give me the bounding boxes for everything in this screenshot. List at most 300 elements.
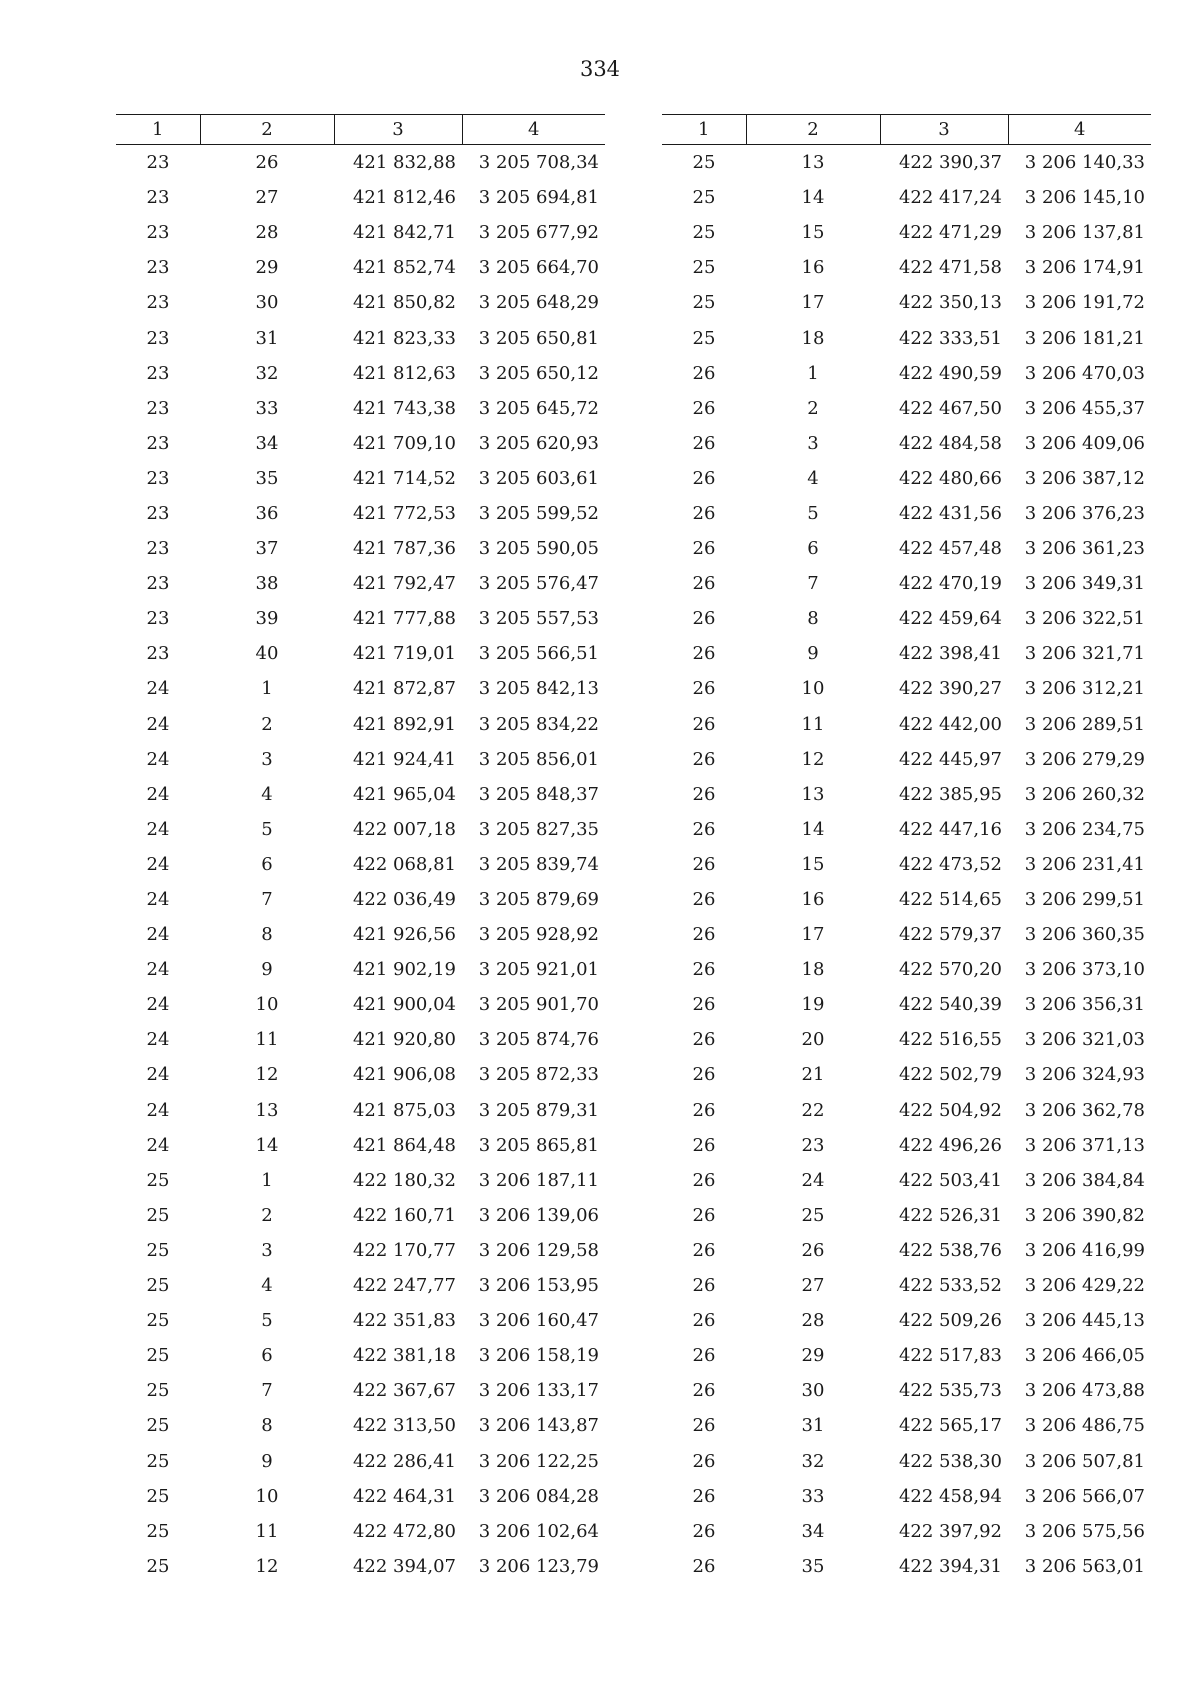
point-number-cell: 3 — [261, 1239, 273, 1261]
table-row — [662, 215, 1151, 250]
y-coordinate-cell: 3 206 373,10 — [1024, 959, 1145, 981]
parcel-number-cell: 26 — [692, 889, 716, 911]
y-coordinate-cell: 3 205 694,81 — [478, 187, 599, 209]
x-coordinate-cell: 422 467,50 — [898, 397, 1002, 419]
table-row — [662, 531, 1151, 566]
y-coordinate-cell: 3 205 590,05 — [478, 538, 599, 560]
point-number-cell: 27 — [801, 1275, 825, 1297]
point-number-cell: 12 — [255, 1555, 279, 1577]
y-coordinate-cell: 3 206 445,13 — [1024, 1310, 1145, 1332]
table-row — [116, 1022, 605, 1057]
point-number-cell: 5 — [807, 502, 819, 524]
point-number-cell: 3 — [261, 748, 273, 770]
point-number-cell: 26 — [801, 1239, 825, 1261]
y-coordinate-cell: 3 206 409,06 — [1024, 432, 1145, 454]
parcel-number-cell: 26 — [692, 538, 716, 560]
parcel-number-cell: 23 — [146, 152, 170, 174]
table-row — [116, 1128, 605, 1163]
parcel-number-cell: 26 — [692, 1029, 716, 1051]
x-coordinate-cell: 422 480,66 — [898, 467, 1002, 489]
parcel-number-cell: 24 — [146, 713, 170, 735]
column-header-2: 2 — [200, 115, 334, 145]
point-number-cell: 29 — [255, 257, 279, 279]
page-number: 334 — [579, 57, 621, 81]
table-row — [662, 250, 1151, 285]
x-coordinate-cell: 421 812,46 — [352, 187, 456, 209]
table-row — [662, 707, 1151, 742]
point-number-cell: 14 — [801, 187, 825, 209]
y-coordinate-cell: 3 206 174,91 — [1024, 257, 1145, 279]
y-coordinate-cell: 3 205 677,92 — [478, 222, 599, 244]
table-row — [662, 391, 1151, 426]
table-row — [662, 1268, 1151, 1303]
y-coordinate-cell: 3 206 322,51 — [1024, 608, 1145, 630]
y-coordinate-cell: 3 206 191,72 — [1024, 292, 1145, 314]
point-number-cell: 16 — [801, 257, 825, 279]
point-number-cell: 10 — [255, 1485, 279, 1507]
x-coordinate-cell: 422 351,83 — [352, 1310, 456, 1332]
parcel-number-cell: 25 — [692, 222, 716, 244]
y-coordinate-cell: 3 206 356,31 — [1024, 994, 1145, 1016]
x-coordinate-cell: 421 832,88 — [352, 152, 456, 174]
parcel-number-cell: 25 — [146, 1520, 170, 1542]
x-coordinate-cell: 421 714,52 — [352, 467, 456, 489]
point-number-cell: 29 — [801, 1345, 825, 1367]
table-row — [662, 1128, 1151, 1163]
x-coordinate-cell: 421 906,08 — [352, 1064, 456, 1086]
x-coordinate-cell: 421 719,01 — [352, 643, 456, 665]
table-row — [662, 145, 1151, 181]
x-coordinate-cell: 422 390,27 — [898, 678, 1002, 700]
table-row — [662, 285, 1151, 320]
y-coordinate-cell: 3 206 566,07 — [1024, 1485, 1145, 1507]
point-number-cell: 30 — [255, 292, 279, 314]
point-number-cell: 4 — [261, 1275, 273, 1297]
x-coordinate-cell: 421 709,10 — [352, 432, 456, 454]
point-number-cell: 22 — [801, 1099, 825, 1121]
y-coordinate-cell: 3 206 390,82 — [1024, 1204, 1145, 1226]
y-coordinate-cell: 3 205 664,70 — [478, 257, 599, 279]
y-coordinate-cell: 3 206 563,01 — [1024, 1555, 1145, 1577]
table-header — [662, 115, 1151, 145]
x-coordinate-cell: 421 792,47 — [352, 573, 456, 595]
y-coordinate-cell: 3 205 901,70 — [478, 994, 599, 1016]
x-coordinate-cell: 422 514,65 — [898, 889, 1002, 911]
parcel-number-cell: 25 — [146, 1239, 170, 1261]
table-row — [662, 847, 1151, 882]
point-number-cell: 17 — [801, 924, 825, 946]
parcel-number-cell: 23 — [146, 643, 170, 665]
table-row — [116, 1303, 605, 1338]
column-header-1: 1 — [662, 115, 746, 145]
column-header-4: 4 — [1008, 115, 1151, 145]
parcel-number-cell: 26 — [692, 1204, 716, 1226]
y-coordinate-cell: 3 206 140,33 — [1024, 152, 1145, 174]
parcel-number-cell: 24 — [146, 994, 170, 1016]
point-number-cell: 13 — [255, 1099, 279, 1121]
point-number-cell: 31 — [255, 327, 279, 349]
x-coordinate-cell: 422 445,97 — [898, 748, 1002, 770]
point-number-cell: 8 — [807, 608, 819, 630]
y-coordinate-cell: 3 206 321,71 — [1024, 643, 1145, 665]
table-row — [662, 1338, 1151, 1373]
point-number-cell: 7 — [807, 573, 819, 595]
x-coordinate-cell: 422 538,30 — [898, 1450, 1002, 1472]
parcel-number-cell: 26 — [692, 362, 716, 384]
column-header-3: 3 — [880, 115, 1008, 145]
point-number-cell: 5 — [261, 818, 273, 840]
point-number-cell: 4 — [261, 783, 273, 805]
y-coordinate-cell: 3 206 084,28 — [478, 1485, 599, 1507]
x-coordinate-cell: 421 924,41 — [352, 748, 456, 770]
point-number-cell: 27 — [255, 187, 279, 209]
table-body — [116, 145, 605, 1584]
x-coordinate-cell: 422 570,20 — [898, 959, 1002, 981]
x-coordinate-cell: 422 579,37 — [898, 924, 1002, 946]
table-row — [662, 1479, 1151, 1514]
y-coordinate-cell: 3 206 312,21 — [1024, 678, 1145, 700]
table-row — [662, 320, 1151, 355]
table-row — [662, 952, 1151, 987]
x-coordinate-cell: 422 286,41 — [352, 1450, 456, 1472]
parcel-number-cell: 24 — [146, 959, 170, 981]
point-number-cell: 7 — [261, 889, 273, 911]
parcel-number-cell: 23 — [146, 502, 170, 524]
point-number-cell: 13 — [801, 152, 825, 174]
y-coordinate-cell: 3 206 129,58 — [478, 1239, 599, 1261]
table-row — [116, 917, 605, 952]
point-number-cell: 10 — [801, 678, 825, 700]
table-row — [662, 742, 1151, 777]
table-header — [116, 115, 605, 145]
point-number-cell: 2 — [807, 397, 819, 419]
x-coordinate-cell: 422 394,07 — [352, 1555, 456, 1577]
x-coordinate-cell: 422 381,18 — [352, 1345, 456, 1367]
table-row — [116, 180, 605, 215]
point-number-cell: 5 — [261, 1310, 273, 1332]
x-coordinate-cell: 421 872,87 — [352, 678, 456, 700]
x-coordinate-cell: 422 394,31 — [898, 1555, 1002, 1577]
point-number-cell: 15 — [801, 853, 825, 875]
y-coordinate-cell: 3 206 466,05 — [1024, 1345, 1145, 1367]
x-coordinate-cell: 422 160,71 — [352, 1204, 456, 1226]
column-header-1: 1 — [116, 115, 200, 145]
parcel-number-cell: 26 — [692, 748, 716, 770]
x-coordinate-cell: 422 473,52 — [898, 853, 1002, 875]
y-coordinate-cell: 3 206 160,47 — [478, 1310, 599, 1332]
table-row — [662, 1093, 1151, 1128]
point-number-cell: 6 — [261, 853, 273, 875]
point-number-cell: 25 — [801, 1204, 825, 1226]
table-row — [116, 145, 605, 181]
point-number-cell: 11 — [255, 1520, 279, 1542]
x-coordinate-cell: 422 526,31 — [898, 1204, 1002, 1226]
parcel-number-cell: 23 — [146, 538, 170, 560]
table-row — [116, 531, 605, 566]
right-coordinates-table — [662, 114, 1151, 1584]
y-coordinate-cell: 3 206 139,06 — [478, 1204, 599, 1226]
point-number-cell: 13 — [801, 783, 825, 805]
y-coordinate-cell: 3 205 708,34 — [478, 152, 599, 174]
parcel-number-cell: 26 — [692, 502, 716, 524]
y-coordinate-cell: 3 206 231,41 — [1024, 853, 1145, 875]
x-coordinate-cell: 422 170,77 — [352, 1239, 456, 1261]
table-row — [662, 1022, 1151, 1057]
x-coordinate-cell: 422 538,76 — [898, 1239, 1002, 1261]
parcel-number-cell: 26 — [692, 1415, 716, 1437]
x-coordinate-cell: 421 926,56 — [352, 924, 456, 946]
parcel-number-cell: 25 — [692, 292, 716, 314]
parcel-number-cell: 24 — [146, 1099, 170, 1121]
y-coordinate-cell: 3 206 181,21 — [1024, 327, 1145, 349]
table-row — [116, 285, 605, 320]
y-coordinate-cell: 3 206 324,93 — [1024, 1064, 1145, 1086]
x-coordinate-cell: 421 743,38 — [352, 397, 456, 419]
y-coordinate-cell: 3 205 872,33 — [478, 1064, 599, 1086]
parcel-number-cell: 23 — [146, 397, 170, 419]
point-number-cell: 12 — [255, 1064, 279, 1086]
y-coordinate-cell: 3 206 321,03 — [1024, 1029, 1145, 1051]
y-coordinate-cell: 3 206 122,25 — [478, 1450, 599, 1472]
point-number-cell: 19 — [801, 994, 825, 1016]
point-number-cell: 32 — [801, 1450, 825, 1472]
parcel-number-cell: 23 — [146, 362, 170, 384]
table-row — [662, 601, 1151, 636]
table-row — [662, 636, 1151, 671]
table-row — [116, 1443, 605, 1478]
header-row — [116, 115, 605, 145]
point-number-cell: 6 — [261, 1345, 273, 1367]
point-number-cell: 20 — [801, 1029, 825, 1051]
table-row — [116, 356, 605, 391]
y-coordinate-cell: 3 206 137,81 — [1024, 222, 1145, 244]
y-coordinate-cell: 3 206 279,29 — [1024, 748, 1145, 770]
parcel-number-cell: 25 — [146, 1275, 170, 1297]
left-coordinates-table — [116, 114, 605, 1584]
table-row — [116, 707, 605, 742]
parcel-number-cell: 23 — [146, 327, 170, 349]
x-coordinate-cell: 422 490,59 — [898, 362, 1002, 384]
y-coordinate-cell: 3 206 260,32 — [1024, 783, 1145, 805]
parcel-number-cell: 25 — [146, 1555, 170, 1577]
parcel-number-cell: 26 — [692, 467, 716, 489]
parcel-number-cell: 25 — [692, 187, 716, 209]
parcel-number-cell: 26 — [692, 1064, 716, 1086]
parcel-number-cell: 26 — [692, 924, 716, 946]
table-row — [116, 1163, 605, 1198]
x-coordinate-cell: 422 350,13 — [898, 292, 1002, 314]
y-coordinate-cell: 3 206 486,75 — [1024, 1415, 1145, 1437]
y-coordinate-cell: 3 206 387,12 — [1024, 467, 1145, 489]
parcel-number-cell: 26 — [692, 1485, 716, 1507]
table-row — [116, 1338, 605, 1373]
parcel-number-cell: 24 — [146, 853, 170, 875]
point-number-cell: 35 — [801, 1555, 825, 1577]
point-number-cell: 9 — [261, 959, 273, 981]
point-number-cell: 1 — [261, 678, 273, 700]
y-coordinate-cell: 3 205 620,93 — [478, 432, 599, 454]
parcel-number-cell: 24 — [146, 1134, 170, 1156]
table-row — [662, 777, 1151, 812]
column-header-4: 4 — [462, 115, 605, 145]
point-number-cell: 39 — [255, 608, 279, 630]
table-row — [116, 250, 605, 285]
table-row — [116, 461, 605, 496]
point-number-cell: 7 — [261, 1380, 273, 1402]
table-body — [662, 145, 1151, 1584]
table-row — [662, 1373, 1151, 1408]
parcel-number-cell: 25 — [692, 152, 716, 174]
point-number-cell: 14 — [801, 818, 825, 840]
table-row — [116, 566, 605, 601]
x-coordinate-cell: 422 431,56 — [898, 502, 1002, 524]
x-coordinate-cell: 421 875,03 — [352, 1099, 456, 1121]
table-row — [662, 1233, 1151, 1268]
x-coordinate-cell: 422 397,92 — [898, 1520, 1002, 1542]
x-coordinate-cell: 421 787,36 — [352, 538, 456, 560]
x-coordinate-cell: 422 464,31 — [352, 1485, 456, 1507]
y-coordinate-cell: 3 206 133,17 — [478, 1380, 599, 1402]
point-number-cell: 32 — [255, 362, 279, 384]
y-coordinate-cell: 3 206 360,35 — [1024, 924, 1145, 946]
x-coordinate-cell: 422 390,37 — [898, 152, 1002, 174]
table-row — [662, 426, 1151, 461]
y-coordinate-cell: 3 205 874,76 — [478, 1029, 599, 1051]
y-coordinate-cell: 3 205 879,69 — [478, 889, 599, 911]
point-number-cell: 2 — [261, 713, 273, 735]
y-coordinate-cell: 3 206 145,10 — [1024, 187, 1145, 209]
x-coordinate-cell: 422 533,52 — [898, 1275, 1002, 1297]
point-number-cell: 6 — [807, 538, 819, 560]
table-row — [116, 1233, 605, 1268]
table-row — [116, 671, 605, 706]
parcel-number-cell: 23 — [146, 467, 170, 489]
x-coordinate-cell: 421 965,04 — [352, 783, 456, 805]
parcel-number-cell: 25 — [146, 1345, 170, 1367]
parcel-number-cell: 23 — [146, 292, 170, 314]
table-row — [116, 1268, 605, 1303]
x-coordinate-cell: 421 850,82 — [352, 292, 456, 314]
table-row — [662, 1163, 1151, 1198]
x-coordinate-cell: 422 502,79 — [898, 1064, 1002, 1086]
parcel-number-cell: 26 — [692, 432, 716, 454]
parcel-number-cell: 25 — [692, 257, 716, 279]
point-number-cell: 30 — [801, 1380, 825, 1402]
y-coordinate-cell: 3 206 429,22 — [1024, 1275, 1145, 1297]
x-coordinate-cell: 421 902,19 — [352, 959, 456, 981]
point-number-cell: 28 — [801, 1310, 825, 1332]
x-coordinate-cell: 422 447,16 — [898, 818, 1002, 840]
y-coordinate-cell: 3 205 599,52 — [478, 502, 599, 524]
parcel-number-cell: 23 — [146, 187, 170, 209]
y-coordinate-cell: 3 206 102,64 — [478, 1520, 599, 1542]
point-number-cell: 31 — [801, 1415, 825, 1437]
point-number-cell: 21 — [801, 1064, 825, 1086]
point-number-cell: 2 — [261, 1204, 273, 1226]
parcel-number-cell: 26 — [692, 1310, 716, 1332]
y-coordinate-cell: 3 206 187,11 — [478, 1169, 599, 1191]
point-number-cell: 37 — [255, 538, 279, 560]
parcel-number-cell: 26 — [692, 818, 716, 840]
x-coordinate-cell: 422 442,00 — [898, 713, 1002, 735]
x-coordinate-cell: 421 900,04 — [352, 994, 456, 1016]
point-number-cell: 1 — [261, 1169, 273, 1191]
table-row — [662, 917, 1151, 952]
point-number-cell: 9 — [807, 643, 819, 665]
table-row — [116, 1408, 605, 1443]
parcel-number-cell: 26 — [692, 678, 716, 700]
parcel-number-cell: 23 — [146, 257, 170, 279]
parcel-number-cell: 26 — [692, 397, 716, 419]
x-coordinate-cell: 422 068,81 — [352, 853, 456, 875]
parcel-number-cell: 24 — [146, 783, 170, 805]
parcel-number-cell: 26 — [692, 994, 716, 1016]
parcel-number-cell: 26 — [692, 783, 716, 805]
point-number-cell: 33 — [255, 397, 279, 419]
parcel-number-cell: 26 — [692, 1134, 716, 1156]
table-row — [116, 882, 605, 917]
table-row — [662, 1057, 1151, 1092]
point-number-cell: 8 — [261, 924, 273, 946]
parcel-number-cell: 24 — [146, 889, 170, 911]
point-number-cell: 28 — [255, 222, 279, 244]
header-row — [662, 115, 1151, 145]
y-coordinate-cell: 3 205 834,22 — [478, 713, 599, 735]
parcel-number-cell: 25 — [692, 327, 716, 349]
y-coordinate-cell: 3 206 361,23 — [1024, 538, 1145, 560]
parcel-number-cell: 24 — [146, 818, 170, 840]
table-row — [116, 812, 605, 847]
table-row — [662, 1408, 1151, 1443]
x-coordinate-cell: 422 007,18 — [352, 818, 456, 840]
y-coordinate-cell: 3 205 566,51 — [478, 643, 599, 665]
point-number-cell: 23 — [801, 1134, 825, 1156]
table-row — [116, 1514, 605, 1549]
table-row — [662, 180, 1151, 215]
y-coordinate-cell: 3 205 645,72 — [478, 397, 599, 419]
y-coordinate-cell: 3 205 650,81 — [478, 327, 599, 349]
y-coordinate-cell: 3 206 455,37 — [1024, 397, 1145, 419]
table-row — [116, 496, 605, 531]
x-coordinate-cell: 422 313,50 — [352, 1415, 456, 1437]
table-row — [116, 1198, 605, 1233]
point-number-cell: 35 — [255, 467, 279, 489]
parcel-number-cell: 24 — [146, 678, 170, 700]
y-coordinate-cell: 3 206 123,79 — [478, 1555, 599, 1577]
parcel-number-cell: 26 — [692, 1239, 716, 1261]
table-row — [662, 461, 1151, 496]
parcel-number-cell: 25 — [146, 1310, 170, 1332]
parcel-number-cell: 26 — [692, 1169, 716, 1191]
table-row — [116, 952, 605, 987]
y-coordinate-cell: 3 206 234,75 — [1024, 818, 1145, 840]
point-number-cell: 14 — [255, 1134, 279, 1156]
x-coordinate-cell: 422 457,48 — [898, 538, 1002, 560]
point-number-cell: 12 — [801, 748, 825, 770]
parcel-number-cell: 26 — [692, 573, 716, 595]
parcel-number-cell: 25 — [146, 1415, 170, 1437]
parcel-number-cell: 23 — [146, 608, 170, 630]
table-row — [662, 812, 1151, 847]
y-coordinate-cell: 3 206 299,51 — [1024, 889, 1145, 911]
y-coordinate-cell: 3 205 879,31 — [478, 1099, 599, 1121]
x-coordinate-cell: 422 180,32 — [352, 1169, 456, 1191]
parcel-number-cell: 24 — [146, 924, 170, 946]
parcel-number-cell: 24 — [146, 1064, 170, 1086]
y-coordinate-cell: 3 206 416,99 — [1024, 1239, 1145, 1261]
x-coordinate-cell: 422 516,55 — [898, 1029, 1002, 1051]
point-number-cell: 3 — [807, 432, 819, 454]
